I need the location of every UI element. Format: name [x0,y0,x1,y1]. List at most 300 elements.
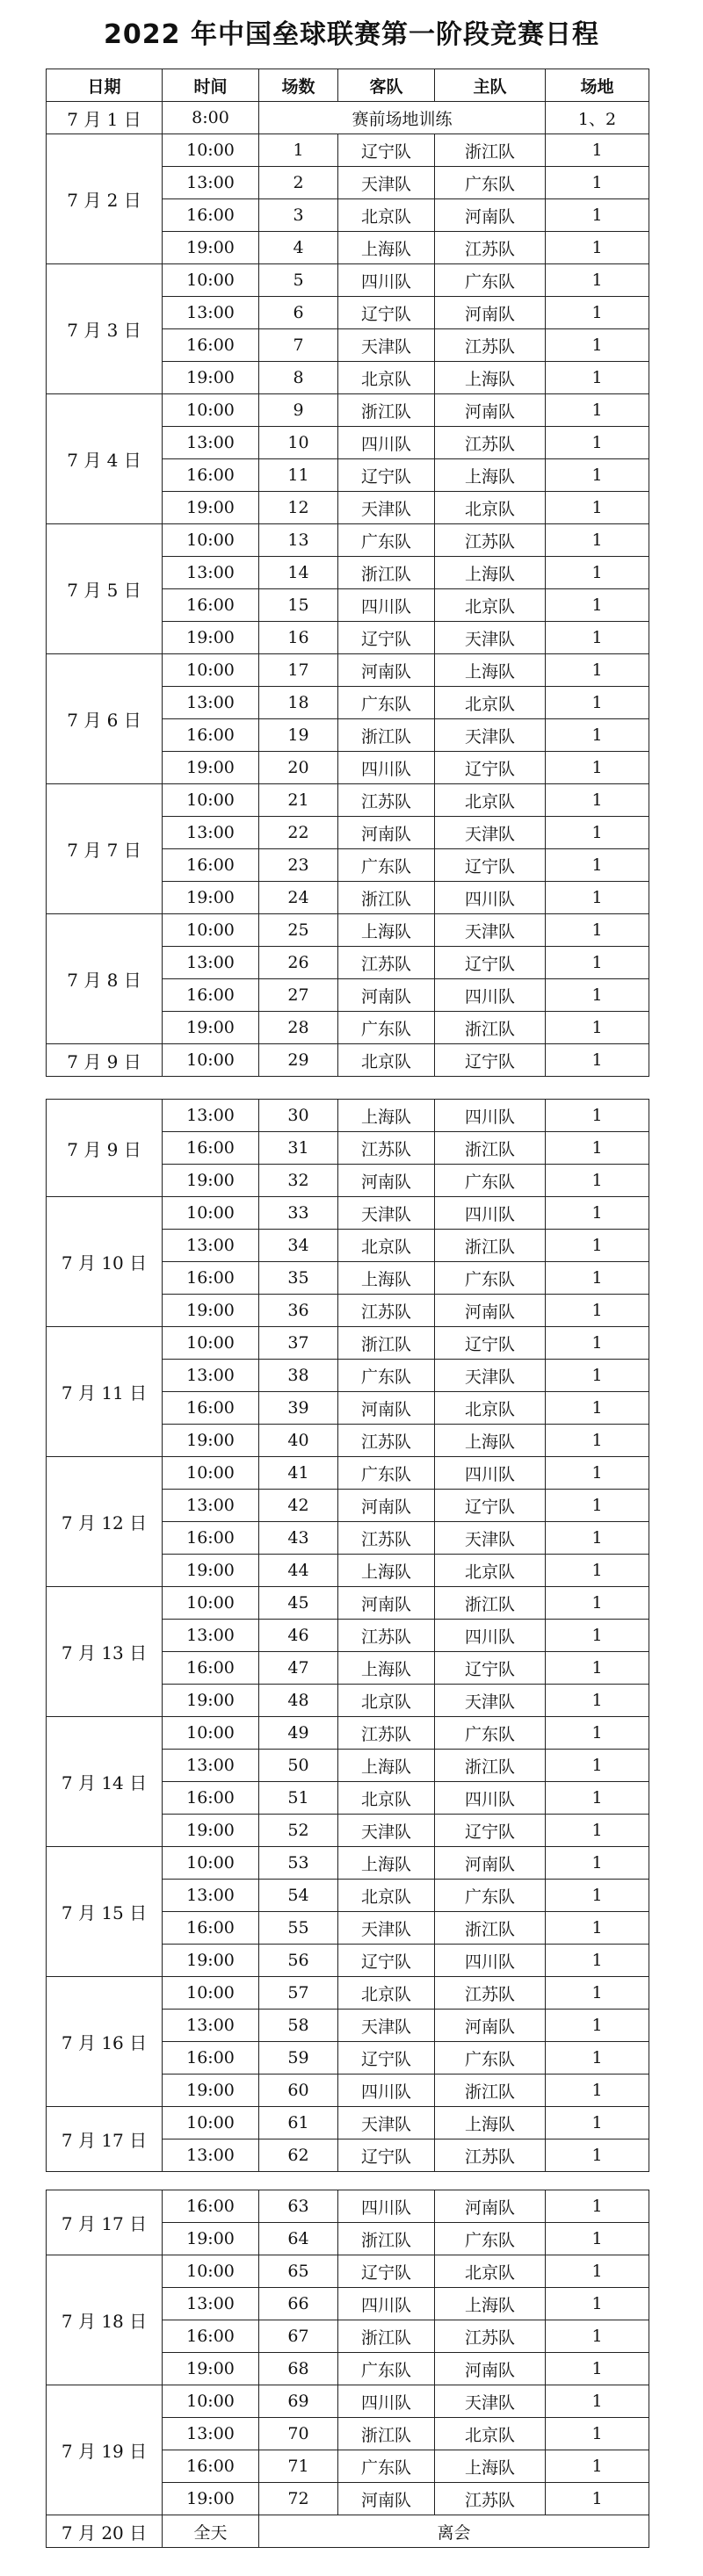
home-team-cell: 广东队 [435,167,546,199]
home-team-cell: 北京队 [435,589,546,622]
away-team-cell: 广东队 [338,849,435,882]
game-row [47,914,649,947]
home-team-cell: 江苏队 [435,2483,546,2515]
home-team-cell: 北京队 [435,2418,546,2450]
venue-cell: 1 [546,1132,649,1165]
game-number-cell: 37 [259,1327,338,1360]
training-note: 赛前场地训练 [259,102,546,134]
away-team-cell: 北京队 [338,1230,435,1262]
game-number-cell: 58 [259,2010,338,2042]
game-number-cell: 11 [259,459,338,492]
game-number-cell: 5 [259,264,338,297]
home-team-cell: 上海队 [435,362,546,394]
game-number-cell: 48 [259,1685,338,1717]
venue-cell: 1 [546,589,649,622]
time-cell: 19:00 [163,2223,259,2255]
away-team-cell: 上海队 [338,1555,435,1587]
game-number-cell: 6 [259,297,338,329]
venue-cell: 1 [546,2107,649,2139]
game-row [47,1100,649,1132]
away-team-cell: 北京队 [338,1044,435,1077]
away-team-cell: 天津队 [338,1815,435,1847]
game-number-cell: 10 [259,427,338,459]
away-team-cell: 北京队 [338,1782,435,1815]
game-row [47,264,649,297]
home-team-cell: 广东队 [435,1262,546,1295]
game-number-cell: 28 [259,1012,338,1044]
home-team-cell: 天津队 [435,1685,546,1717]
venue-cell: 1 [546,1262,649,1295]
game-row [47,1977,649,2010]
venue-cell: 1 [546,2450,649,2483]
venue-cell: 1 [546,622,649,654]
header-game-no: 场数 [259,69,338,102]
game-number-cell: 45 [259,1587,338,1620]
venue-cell: 1 [546,914,649,947]
game-row [47,2385,649,2418]
game-number-cell: 17 [259,654,338,687]
game-number-cell: 12 [259,492,338,524]
away-team-cell: 北京队 [338,1977,435,2010]
time-cell: 13:00 [163,427,259,459]
home-team-cell: 江苏队 [435,2139,546,2172]
game-number-cell: 55 [259,1912,338,1945]
time-cell: 13:00 [163,1750,259,1782]
away-team-cell: 浙江队 [338,719,435,752]
home-team-cell: 天津队 [435,2385,546,2418]
away-team-cell: 四川队 [338,264,435,297]
away-team-cell: 四川队 [338,427,435,459]
away-team-cell: 天津队 [338,2010,435,2042]
game-number-cell: 41 [259,1457,338,1490]
home-team-cell: 河南队 [435,394,546,427]
away-team-cell: 广东队 [338,2450,435,2483]
venue-cell: 1 [546,2483,649,2515]
game-number-cell: 20 [259,752,338,784]
game-number-cell: 44 [259,1555,338,1587]
home-team-cell: 四川队 [435,1100,546,1132]
away-team-cell: 河南队 [338,1392,435,1425]
venue-cell: 1 [546,947,649,979]
date-cell: 7 月 4 日 [47,394,163,524]
header-venue: 场地 [546,69,649,102]
time-cell: 19:00 [163,232,259,264]
time-cell: 10:00 [163,1044,259,1077]
away-team-cell: 上海队 [338,1262,435,1295]
time-cell: 10:00 [163,1587,259,1620]
schedule-table-part-2 [46,1099,649,2172]
date-cell: 7 月 9 日 [47,1044,163,1077]
time-cell: 16:00 [163,2320,259,2353]
game-number-cell: 21 [259,784,338,817]
game-number-cell: 57 [259,1977,338,2010]
game-number-cell: 50 [259,1750,338,1782]
time-cell: 16:00 [163,329,259,362]
header-time: 时间 [163,69,259,102]
game-number-cell: 67 [259,2320,338,2353]
time-cell: 19:00 [163,1012,259,1044]
home-team-cell: 浙江队 [435,1012,546,1044]
home-team-cell: 河南队 [435,2190,546,2223]
venue-cell: 1 [546,1457,649,1490]
venue-cell: 1 [546,2042,649,2075]
time-cell: 19:00 [163,492,259,524]
time-cell: 8:00 [163,102,259,134]
game-number-cell: 68 [259,2353,338,2385]
home-team-cell: 上海队 [435,557,546,589]
time-cell: 16:00 [163,459,259,492]
home-team-cell: 河南队 [435,1295,546,1327]
venue-cell: 1 [546,1620,649,1652]
game-number-cell: 3 [259,199,338,232]
away-team-cell: 北京队 [338,199,435,232]
venue-cell: 1 [546,297,649,329]
home-team-cell: 河南队 [435,297,546,329]
time-cell: 13:00 [163,2418,259,2450]
time-cell: 16:00 [163,199,259,232]
home-team-cell: 浙江队 [435,134,546,167]
home-team-cell: 辽宁队 [435,1327,546,1360]
home-team-cell: 辽宁队 [435,1815,546,1847]
home-team-cell: 江苏队 [435,329,546,362]
game-number-cell: 31 [259,1132,338,1165]
away-team-cell: 江苏队 [338,1620,435,1652]
game-row [47,2190,649,2223]
venue-cell: 1 [546,1847,649,1880]
game-row [47,1327,649,1360]
time-cell: 16:00 [163,979,259,1012]
venue-cell: 1 [546,2223,649,2255]
game-number-cell: 15 [259,589,338,622]
game-number-cell: 26 [259,947,338,979]
time-cell: 10:00 [163,1197,259,1230]
time-cell: 13:00 [163,2288,259,2320]
time-cell: 10:00 [163,1457,259,1490]
date-cell: 7 月 11 日 [47,1327,163,1457]
game-number-cell: 13 [259,524,338,557]
home-team-cell: 上海队 [435,654,546,687]
game-row [47,394,649,427]
date-cell: 7 月 10 日 [47,1197,163,1327]
away-team-cell: 河南队 [338,2483,435,2515]
venue-cell: 1 [546,849,649,882]
date-cell: 7 月 3 日 [47,264,163,394]
home-team-cell: 天津队 [435,719,546,752]
home-team-cell: 上海队 [435,459,546,492]
date-cell: 7 月 6 日 [47,654,163,784]
away-team-cell: 辽宁队 [338,2042,435,2075]
venue-cell: 1 [546,882,649,914]
away-team-cell: 天津队 [338,2107,435,2139]
venue-cell: 1 [546,1652,649,1685]
home-team-cell: 辽宁队 [435,1652,546,1685]
away-team-cell: 上海队 [338,1847,435,1880]
home-team-cell: 浙江队 [435,1230,546,1262]
away-team-cell: 河南队 [338,1165,435,1197]
away-team-cell: 上海队 [338,914,435,947]
venue-cell: 1 [546,2320,649,2353]
time-cell: 13:00 [163,1100,259,1132]
away-team-cell: 四川队 [338,2075,435,2107]
venue-cell: 1 [546,1044,649,1077]
date-cell: 7 月 2 日 [47,134,163,264]
time-cell: 19:00 [163,1165,259,1197]
venue-cell: 1 [546,427,649,459]
date-cell: 7 月 12 日 [47,1457,163,1587]
home-team-cell: 广东队 [435,1165,546,1197]
game-number-cell: 35 [259,1262,338,1295]
time-cell: 19:00 [163,622,259,654]
game-number-cell: 16 [259,622,338,654]
game-row [47,524,649,557]
home-team-cell: 浙江队 [435,1587,546,1620]
away-team-cell: 江苏队 [338,1425,435,1457]
home-team-cell: 北京队 [435,2255,546,2288]
home-team-cell: 北京队 [435,1392,546,1425]
date-cell: 7 月 15 日 [47,1847,163,1977]
game-number-cell: 7 [259,329,338,362]
venue-cell: 1 [546,1717,649,1750]
away-team-cell: 浙江队 [338,2418,435,2450]
game-number-cell: 23 [259,849,338,882]
away-team-cell: 浙江队 [338,2320,435,2353]
game-number-cell: 22 [259,817,338,849]
venue-cell: 1 [546,1587,649,1620]
date-cell: 7 月 1 日 [47,102,163,134]
game-number-cell: 65 [259,2255,338,2288]
away-team-cell: 江苏队 [338,1717,435,1750]
time-cell: 16:00 [163,1652,259,1685]
date-cell: 7 月 9 日 [47,1100,163,1197]
time-cell: 13:00 [163,947,259,979]
departure-row [47,2515,649,2548]
date-cell: 7 月 17 日 [47,2107,163,2172]
away-team-cell: 天津队 [338,329,435,362]
home-team-cell: 河南队 [435,199,546,232]
time-cell: 13:00 [163,1620,259,1652]
away-team-cell: 上海队 [338,232,435,264]
game-number-cell: 27 [259,979,338,1012]
venue-cell: 1 [546,2385,649,2418]
away-team-cell: 广东队 [338,1457,435,1490]
game-number-cell: 60 [259,2075,338,2107]
game-number-cell: 54 [259,1880,338,1912]
game-number-cell: 8 [259,362,338,394]
time-cell: 10:00 [163,1847,259,1880]
game-number-cell: 61 [259,2107,338,2139]
time-cell: 13:00 [163,687,259,719]
away-team-cell: 辽宁队 [338,622,435,654]
venue-cell: 1 [546,1197,649,1230]
venue-cell: 1 [546,2190,649,2223]
time-cell: 10:00 [163,1977,259,2010]
venue-cell: 1 [546,1230,649,1262]
home-team-cell: 四川队 [435,1197,546,1230]
away-team-cell: 天津队 [338,492,435,524]
header-date: 日期 [47,69,163,102]
game-number-cell: 49 [259,1717,338,1750]
away-team-cell: 天津队 [338,167,435,199]
time-cell: 19:00 [163,1685,259,1717]
time-cell: 16:00 [163,1522,259,1555]
venue-cell: 1 [546,1685,649,1717]
time-cell: 19:00 [163,1425,259,1457]
venue-cell: 1 [546,1327,649,1360]
venue-cell: 1 [546,459,649,492]
venue-cell: 1 [546,1522,649,1555]
time-cell: 10:00 [163,1327,259,1360]
time-cell: 19:00 [163,2353,259,2385]
away-team-cell: 广东队 [338,524,435,557]
header-home-team: 主队 [435,69,546,102]
venue-cell: 1 [546,2075,649,2107]
time-cell: 10:00 [163,264,259,297]
away-team-cell: 上海队 [338,1652,435,1685]
time-cell: 13:00 [163,1230,259,1262]
home-team-cell: 河南队 [435,2010,546,2042]
venue-cell: 1 [546,719,649,752]
home-team-cell: 四川队 [435,882,546,914]
game-number-cell: 36 [259,1295,338,1327]
game-number-cell: 33 [259,1197,338,1230]
schedule-table-part-1 [46,69,649,1077]
away-team-cell: 天津队 [338,1912,435,1945]
time-cell: 16:00 [163,2042,259,2075]
date-cell: 7 月 13 日 [47,1587,163,1717]
time-cell: 16:00 [163,1132,259,1165]
home-team-cell: 广东队 [435,2223,546,2255]
time-cell: 19:00 [163,1815,259,1847]
home-team-cell: 北京队 [435,1555,546,1587]
game-number-cell: 63 [259,2190,338,2223]
time-cell: 16:00 [163,849,259,882]
home-team-cell: 浙江队 [435,1132,546,1165]
home-team-cell: 四川队 [435,1782,546,1815]
venue-cell: 1 [546,492,649,524]
time-cell: 16:00 [163,1912,259,1945]
away-team-cell: 四川队 [338,752,435,784]
time-cell: 13:00 [163,557,259,589]
away-team-cell: 辽宁队 [338,2255,435,2288]
venue-cell: 1 [546,2288,649,2320]
game-number-cell: 52 [259,1815,338,1847]
away-team-cell: 上海队 [338,1100,435,1132]
home-team-cell: 四川队 [435,1620,546,1652]
date-cell: 7 月 7 日 [47,784,163,914]
venue-cell: 1 [546,1977,649,2010]
time-cell: 13:00 [163,1490,259,1522]
venue-cell: 1 [546,1912,649,1945]
home-team-cell: 辽宁队 [435,947,546,979]
home-team-cell: 上海队 [435,1425,546,1457]
away-team-cell: 辽宁队 [338,459,435,492]
away-team-cell: 北京队 [338,1685,435,1717]
away-team-cell: 北京队 [338,1880,435,1912]
venue-cell: 1 [546,394,649,427]
away-team-cell: 河南队 [338,817,435,849]
date-cell: 7 月 18 日 [47,2255,163,2385]
away-team-cell: 河南队 [338,979,435,1012]
time-cell: 全天 [163,2515,259,2548]
home-team-cell: 广东队 [435,1717,546,1750]
venue-cell: 1 [546,329,649,362]
away-team-cell: 四川队 [338,2288,435,2320]
game-number-cell: 18 [259,687,338,719]
venue-cell: 1 [546,1555,649,1587]
game-row [47,1457,649,1490]
home-team-cell: 辽宁队 [435,752,546,784]
away-team-cell: 河南队 [338,1490,435,1522]
venue-cell: 1 [546,1392,649,1425]
home-team-cell: 辽宁队 [435,849,546,882]
home-team-cell: 江苏队 [435,524,546,557]
time-cell: 10:00 [163,2107,259,2139]
venue-cell: 1 [546,2139,649,2172]
away-team-cell: 广东队 [338,1360,435,1392]
away-team-cell: 天津队 [338,1197,435,1230]
away-team-cell: 浙江队 [338,394,435,427]
game-number-cell: 47 [259,1652,338,1685]
home-team-cell: 上海队 [435,2450,546,2483]
venue-cell: 1 [546,232,649,264]
venue-cell: 1 [546,1295,649,1327]
home-team-cell: 北京队 [435,687,546,719]
time-cell: 16:00 [163,1392,259,1425]
venue-cell: 1 [546,2010,649,2042]
date-cell: 7 月 8 日 [47,914,163,1044]
home-team-cell: 四川队 [435,1457,546,1490]
home-team-cell: 上海队 [435,2107,546,2139]
home-team-cell: 天津队 [435,1360,546,1392]
venue-cell: 1 [546,362,649,394]
time-cell: 10:00 [163,1717,259,1750]
time-cell: 19:00 [163,752,259,784]
date-cell: 7 月 20 日 [47,2515,163,2548]
time-cell: 19:00 [163,882,259,914]
time-cell: 16:00 [163,2190,259,2223]
date-cell: 7 月 14 日 [47,1717,163,1847]
page-title: 2022 年中国垒球联赛第一阶段竞赛日程 [104,19,599,50]
home-team-cell: 天津队 [435,914,546,947]
time-cell: 13:00 [163,297,259,329]
venue-cell: 1 [546,2353,649,2385]
venue-cell: 1 [546,134,649,167]
time-cell: 13:00 [163,817,259,849]
home-team-cell: 浙江队 [435,1750,546,1782]
venue-cell: 1 [546,2418,649,2450]
time-cell: 19:00 [163,1295,259,1327]
time-cell: 10:00 [163,784,259,817]
header-row [47,69,649,102]
time-cell: 13:00 [163,167,259,199]
game-row [47,134,649,167]
venue-cell: 1 [546,784,649,817]
venue-cell: 1 [546,687,649,719]
game-number-cell: 42 [259,1490,338,1522]
venue-cell: 1 [546,654,649,687]
home-team-cell: 江苏队 [435,232,546,264]
away-team-cell: 辽宁队 [338,297,435,329]
home-team-cell: 江苏队 [435,1977,546,2010]
away-team-cell: 江苏队 [338,1295,435,1327]
time-cell: 19:00 [163,2483,259,2515]
venue-cell: 1 [546,752,649,784]
time-cell: 10:00 [163,654,259,687]
home-team-cell: 江苏队 [435,2320,546,2353]
away-team-cell: 上海队 [338,1750,435,1782]
time-cell: 10:00 [163,134,259,167]
date-cell: 7 月 16 日 [47,1977,163,2107]
